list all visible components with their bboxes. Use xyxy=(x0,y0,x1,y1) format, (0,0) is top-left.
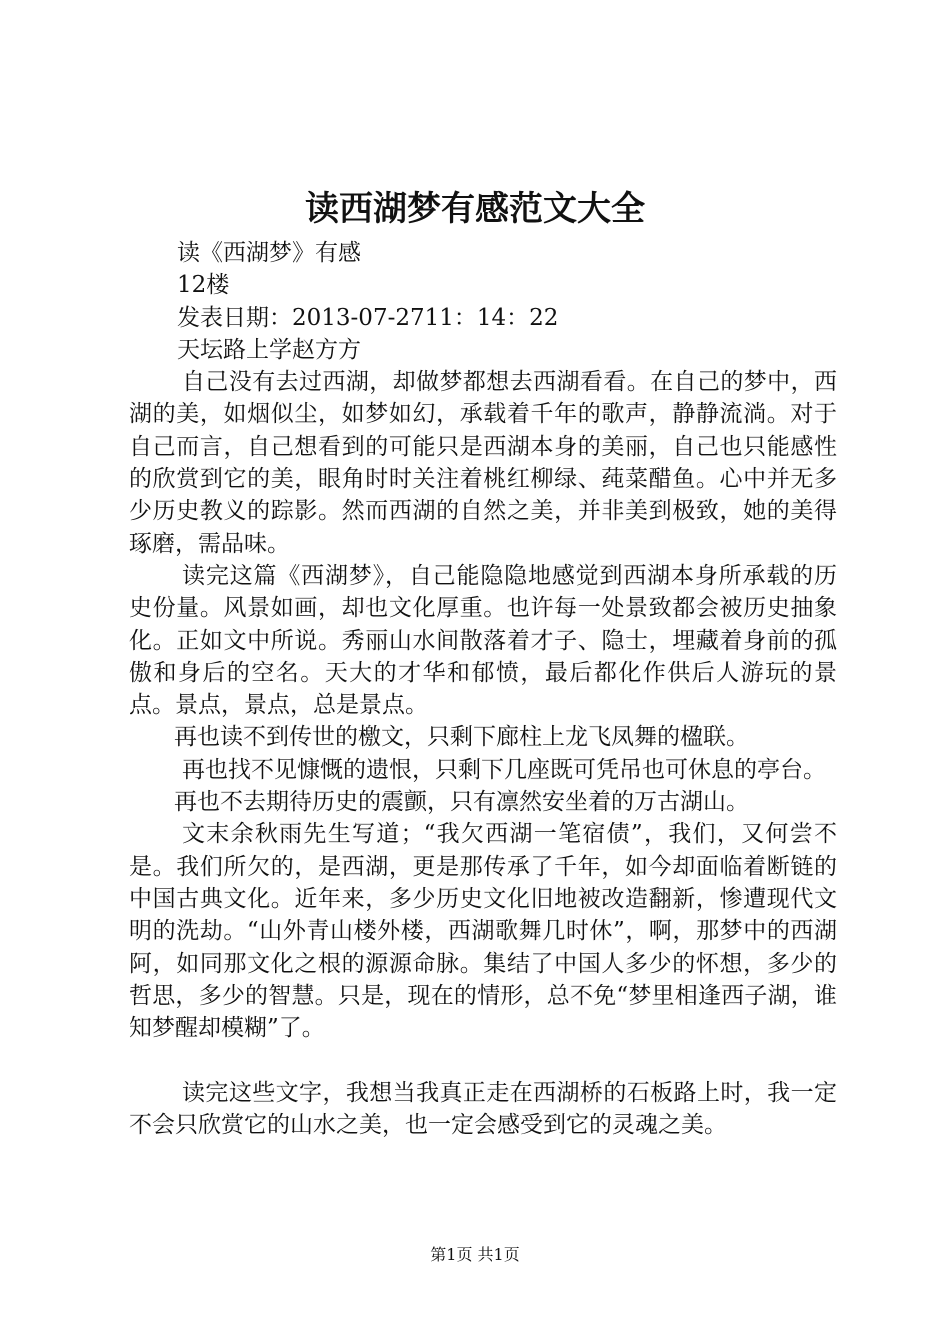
header-line-article-title: 读《西湖梦》有感 xyxy=(177,240,361,266)
paragraph: 再也读不到传世的檄文，只剩下廊柱上龙飞凤舞的楹联。 xyxy=(174,724,749,751)
document-title: 读西湖梦有感范文大全 xyxy=(305,189,645,229)
paragraph: 读完这篇《西湖梦》，自己能隐隐地感觉到西湖本身所承载的历史份量。风景如画，却也文化厚重。也许每一处景致都会被历史抽象化。正如文中所说。秀丽山水间散落着才子、隐士，埋藏着身前的孤傲和身后的空名。天大的才华和郁愤，最后都化作供后人游玩的景点。景点，景点，总是景点。 xyxy=(129,562,837,719)
paragraph: 文末余秋雨先生写道；“我欠西湖一笔宿债”，我们，又何尝不是。我们所欠的，是西湖，更是那传承了千年，如今却面临着断链的中国古典文化。近年来，多少历史文化旧地被改造翻新，惨遭现代文明的洗劫。“山外青山楼外楼，西湖歌舞几时休”，啊，那梦中的西湖阿，如同那文化之根的源源命脉。集结了中国人多少的怀想，多少的哲思，多少的智慧。只是，现在的情形，总不免“梦里相逢西子湖，谁知梦醒却模糊”了。 xyxy=(129,821,837,1042)
paragraph: 读完这些文字，我想当我真正走在西湖桥的石板路上时，我一定不会只欣赏它的山水之美，也一定会感受到它的灵魂之美。 xyxy=(129,1079,837,1139)
paragraph-gap xyxy=(129,1044,837,1076)
paragraph: 再也找不见慷慨的遗恨，只剩下几座既可凭吊也可休息的亭台。 xyxy=(182,756,826,783)
paragraph: 再也不去期待历史的震颤，只有凛然安坐着的万古湖山。 xyxy=(174,789,749,816)
page-footer: 第1页 共1页 xyxy=(430,1245,520,1264)
header-line-author: 天坛路上学赵方方 xyxy=(177,336,361,363)
header-line-floor: 12楼 xyxy=(177,272,230,299)
paragraph: 自己没有去过西湖，却做梦都想去西湖看看。在自己的梦中，西湖的美，如烟似尘，如梦如幻，承载着千年的歌声，静静流淌。对于自己而言，自己想看到的可能只是西湖本身的美丽，自己也只能感性的欣赏到它的美，眼角时时关注着桃红柳绿、莼菜醋鱼。心中并无多少历史教义的踪影。然而西湖的自然之美，并非美到极致，她的美得琢磨，需品味。 xyxy=(129,369,837,557)
document-body xyxy=(129,237,837,1141)
header-line-post-date: 发表日期：2013-07-2711：14：22 xyxy=(177,304,559,331)
